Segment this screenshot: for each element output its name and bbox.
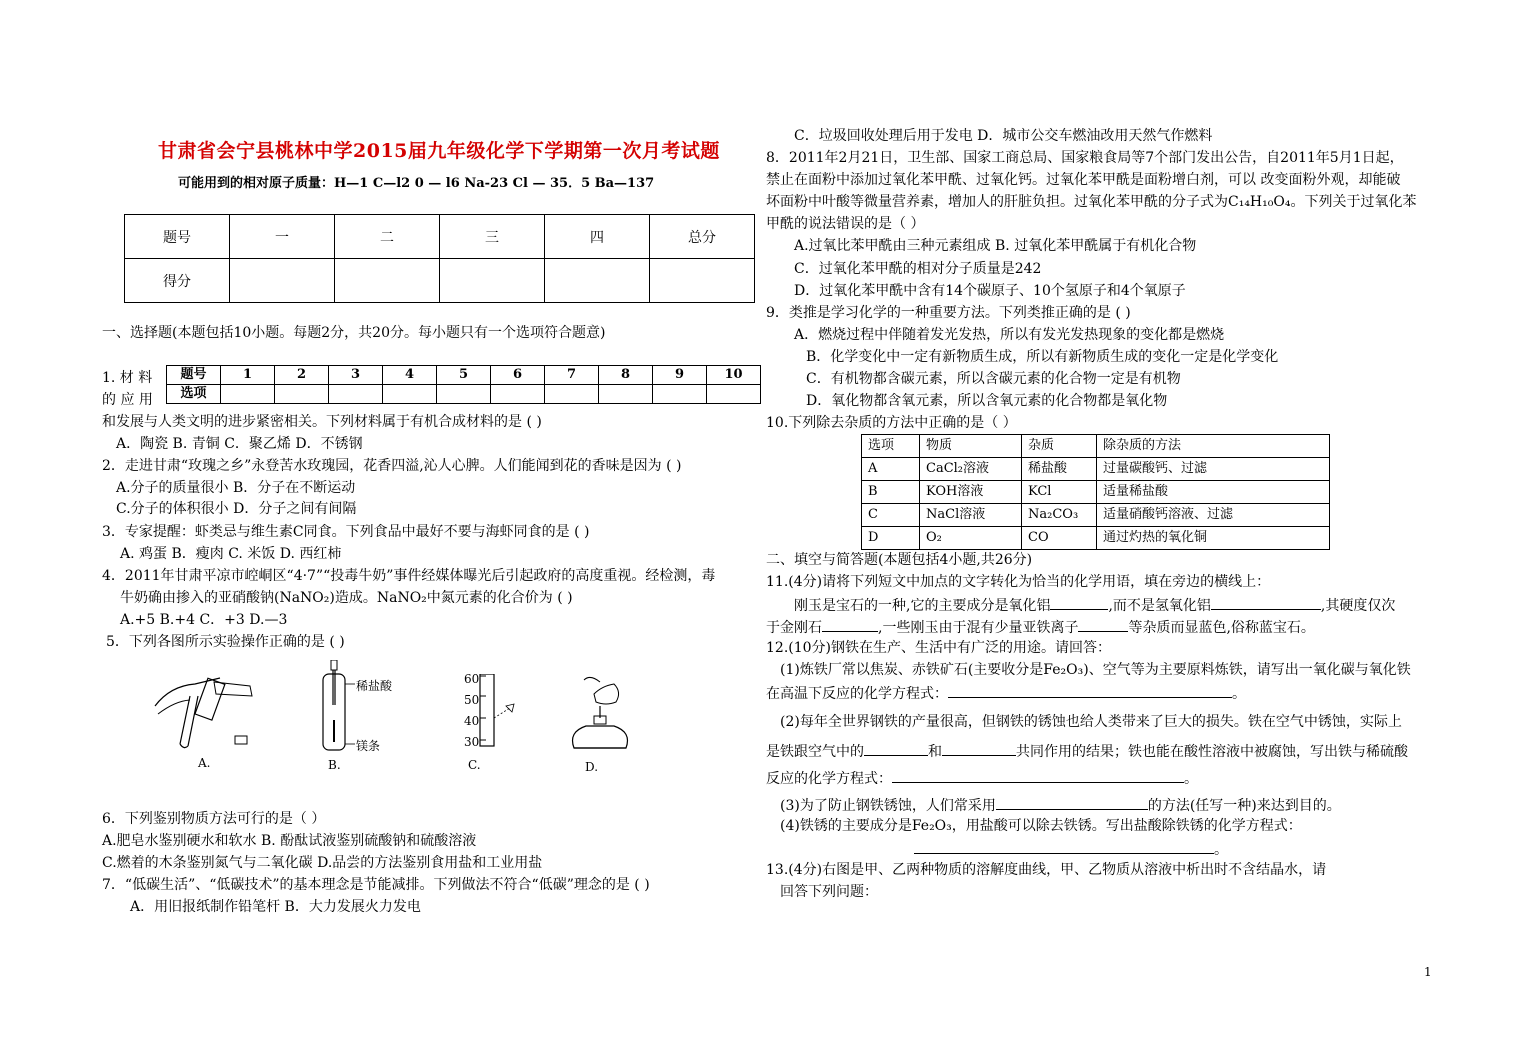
answer-blank[interactable] xyxy=(996,795,1148,810)
table-cell: 适量稀盐酸 xyxy=(1097,481,1330,504)
score-input[interactable] xyxy=(545,259,650,303)
impurity-removal-table xyxy=(861,434,1330,550)
answer-cell: 3 xyxy=(329,366,383,385)
table-cell: 通过灼热的氧化铜 xyxy=(1097,527,1330,550)
score-input[interactable] xyxy=(650,259,755,303)
q12-line xyxy=(780,795,1341,815)
q3-options: A. 鸡蛋 B．瘦肉 C. 米饭 D. 西红柿 xyxy=(120,546,342,562)
section1-heading: 一、选择题(本题包括10小题。每题2分，共20分。每小题只有一个选项符合题意) xyxy=(102,325,606,341)
answer-cell: 2 xyxy=(275,366,329,385)
q2-options: A.分子的质量很小 B．分子在不断运动 xyxy=(116,480,356,496)
answer-input[interactable] xyxy=(275,385,329,404)
q3-text: 3．专家提醒：虾类忌与维生素C同食。下列食品中最好不要与海虾同食的是 ( ) xyxy=(102,524,590,540)
q11-text: ,一些刚玉由于混有少量亚铁离子 xyxy=(878,620,1079,636)
answer-blank[interactable] xyxy=(914,839,1214,854)
q6-options: C.燃着的木条鉴别氮气与二氧化碳 D.品尝的方法鉴别食用盐和工业用盐 xyxy=(102,855,543,871)
q12-line xyxy=(914,839,1228,859)
answer-input[interactable] xyxy=(599,385,653,404)
q13-text: 13.(4分)右图是甲、乙两种物质的溶解度曲线，甲、乙物质从溶液中析出时不含结晶水，请 xyxy=(766,862,1327,878)
answer-table xyxy=(166,365,761,404)
score-cell: 题号 xyxy=(125,215,230,259)
answer-cell: 4 xyxy=(383,366,437,385)
table-cell: KOH溶液 xyxy=(920,481,1022,504)
cylinder-tick: 50 xyxy=(464,693,480,707)
q2-options: C.分子的体积很小 D．分子之间有间隔 xyxy=(116,501,357,517)
table-cell: A xyxy=(862,458,920,481)
q4-text: 牛奶确由掺入的亚硝酸钠(NaNO₂)造成。NaNO₂中氮元素的化合价为 ( ) xyxy=(120,590,573,606)
q11-text: ,其硬度仅次 xyxy=(1320,598,1396,614)
answer-input[interactable] xyxy=(329,385,383,404)
score-cell: 三 xyxy=(440,215,545,259)
q6-text: 6．下列鉴别物质方法可行的是（ ） xyxy=(102,811,326,827)
table-cell: CaCl₂溶液 xyxy=(920,458,1022,481)
answer-blank[interactable] xyxy=(942,741,1016,756)
table-row xyxy=(862,481,1330,504)
answer-cell: 10 xyxy=(707,366,761,385)
q12-line xyxy=(766,741,1408,761)
answer-cell: 9 xyxy=(653,366,707,385)
answer-blank[interactable] xyxy=(1050,595,1108,610)
answer-input[interactable] xyxy=(491,385,545,404)
q7-options: A．用旧报纸制作铅笔杆 B．大力发展火力发电 xyxy=(130,899,421,915)
page-number: 1 xyxy=(1424,965,1432,979)
table-cell: 适量硝酸钙溶液、过滤 xyxy=(1097,504,1330,527)
figure-a-pouring xyxy=(150,656,260,752)
q11-text: 等杂质而显蓝色,俗称蓝宝石。 xyxy=(1128,620,1315,636)
q12-text: 。 xyxy=(1184,771,1198,787)
q1-options: A．陶瓷 B. 青铜 C．聚乙烯 D．不锈钢 xyxy=(116,436,363,452)
q11-text: 刚玉是宝石的一种,它的主要成分是氧化铝 xyxy=(794,598,1051,614)
atomic-masses: 可能用到的相对原子质量：H—1 C—l2 0 — l6 Na-23 Cl — 35．5 Ba—137 xyxy=(178,176,655,191)
q12-line xyxy=(766,683,1246,703)
score-input[interactable] xyxy=(440,259,545,303)
q1-text: 1. 材 料 xyxy=(102,370,153,386)
answer-input[interactable] xyxy=(707,385,761,404)
answer-input[interactable] xyxy=(221,385,275,404)
q12-text: 。 xyxy=(1232,686,1246,702)
answer-input[interactable] xyxy=(545,385,599,404)
answer-cell: 6 xyxy=(491,366,545,385)
score-cell: 一 xyxy=(230,215,335,259)
table-header-cell: 除杂质的方法 xyxy=(1097,435,1330,458)
table-row xyxy=(862,527,1330,550)
answer-input[interactable] xyxy=(383,385,437,404)
table-cell: Na₂CO₃ xyxy=(1022,504,1097,527)
table-row xyxy=(862,504,1330,527)
q7-text: 7．“低碳生活”、“低碳技术”的基本理念是节能减排。下列做法不符合“低碳”理念的是 ( ) xyxy=(102,877,650,893)
figure-d-alcohol-lamp xyxy=(560,672,640,758)
score-cell: 得分 xyxy=(125,259,230,303)
answer-blank[interactable] xyxy=(892,768,1184,783)
score-cell: 二 xyxy=(335,215,440,259)
q9-text: 9．类推是学习化学的一种重要方法。下列类推正确的是 ( ) xyxy=(766,305,1131,321)
q8-options: A.过氧比苯甲酰由三种元素组成 B. 过氧化苯甲酰属于有机化合物 xyxy=(794,238,1197,254)
table-header-cell: 选项 xyxy=(862,435,920,458)
q12-text: (3)为了防止钢铁锈蚀，人们常采用 xyxy=(780,798,996,814)
q12-text: 共同作用的结果；铁也能在酸性溶液中被腐蚀，写出铁与稀硫酸 xyxy=(1016,744,1408,760)
table-cell: CO xyxy=(1022,527,1097,550)
q12-text: (2)每年全世界钢铁的产量很高，但钢铁的锈蚀也给人类带来了巨大的损失。铁在空气中锈蚀，实际上 xyxy=(780,714,1402,730)
q13-text: 回答下列问题： xyxy=(780,884,878,900)
q12-text: 12.(10分)钢铁在生产、生活中有广泛的用途。请回答： xyxy=(766,640,1112,656)
figure-b-label: 稀盐酸 xyxy=(356,679,393,693)
table-cell: B xyxy=(862,481,920,504)
figure-label: D. xyxy=(585,760,599,774)
answer-cell: 1 xyxy=(221,366,275,385)
q9-options: A．燃烧过程中伴随着发光发热，所以有发光发热现象的变化都是燃烧 xyxy=(794,327,1225,343)
q8-options: C．过氧化苯甲酰的相对分子质量是242 xyxy=(794,261,1042,277)
q10-text: 10.下列除去杂质的方法中正确的是（ ） xyxy=(766,415,1017,431)
q12-text: (1)炼铁厂常以焦炭、赤铁矿石(主要收分是Fe₂O₃)、空气等为主要原料炼铁，请写出一氧化碳与氧化铁 xyxy=(780,662,1411,678)
table-header-cell: 物质 xyxy=(920,435,1022,458)
table-cell: 稀盐酸 xyxy=(1022,458,1097,481)
answer-cell: 8 xyxy=(599,366,653,385)
q12-text: 。 xyxy=(1214,842,1228,858)
q8-options: D．过氧化苯甲酰中含有14个碳原子、10个氢原子和4个氧原子 xyxy=(794,283,1186,299)
q8-text: 禁止在面粉中添加过氧化苯甲酰、过氧化钙。过氧化苯甲酰是面粉增白剂，可以 改变面粉外观，却能破 xyxy=(766,172,1401,188)
cylinder-tick: 60 xyxy=(464,672,480,686)
cylinder-tick: 30 xyxy=(464,735,480,749)
q1-text: 和发展与人类文明的进步紧密相关。下列材料属于有机合成材料的是 ( ) xyxy=(102,414,542,430)
cylinder-tick: 40 xyxy=(464,714,480,728)
q11-line xyxy=(766,617,1315,637)
q12-text: 是铁跟空气中的 xyxy=(766,744,864,760)
q2-text: 2．走进甘肃“玫瑰之乡”永登苦水玫瑰园，花香四溢,沁人心脾。人们能闻到花的香味是因为 ( ) xyxy=(102,458,682,474)
q8-text: 甲酰的说法错误的是（ ） xyxy=(766,216,925,232)
q11-text: 11.(4分)请将下列短文中加点的文字转化为恰当的化学用语，填在旁边的横线上： xyxy=(766,574,1271,590)
table-cell: 过量碳酸钙、过滤 xyxy=(1097,458,1330,481)
q4-text: 4．2011年甘肃平凉市崆峒区“4·7”“投毒牛奶”事件经媒体曝光后引起政府的高度重视。经检测，毒 xyxy=(102,568,716,584)
score-cell: 四 xyxy=(545,215,650,259)
q8-text: 坏面粉中叶酸等微量营养素，增加人的肝脏负担。过氧化苯甲酰的分子式为C₁₄H₁₀O₄。下列关于过氧化苯 xyxy=(766,194,1417,210)
q9-options: B．化学变化中一定有新物质生成，所以有新物质生成的变化一定是化学变化 xyxy=(806,349,1279,365)
q9-options: C．有机物都含碳元素，所以含碳元素的化合物一定是有机物 xyxy=(806,371,1181,387)
q4-options: A.+5 B.+4 C．+3 D.—3 xyxy=(120,612,288,628)
table-row xyxy=(862,458,1330,481)
figure-label: B. xyxy=(328,758,341,772)
answer-cell: 题号 xyxy=(167,366,221,385)
q12-text: (4)铁锈的主要成分是Fe₂O₃，用盐酸可以除去铁锈。写出盐酸除铁锈的化学方程式： xyxy=(780,818,1302,834)
answer-input[interactable] xyxy=(653,385,707,404)
q12-text: 和 xyxy=(928,744,942,760)
table-header-cell: 杂质 xyxy=(1022,435,1097,458)
score-table xyxy=(124,214,755,303)
figure-label: A. xyxy=(198,756,211,770)
q9-options: D．氧化物都含氧元素，所以含氧元素的化合物都是氧化物 xyxy=(806,393,1168,409)
q11-text: 于金刚石 xyxy=(766,620,822,636)
q7-options: C．垃圾回收处理后用于发电 D．城市公交车燃油改用天然气作燃料 xyxy=(794,128,1213,144)
answer-blank[interactable] xyxy=(822,617,878,632)
table-cell: O₂ xyxy=(920,527,1022,550)
table-cell: C xyxy=(862,504,920,527)
section2-heading: 二、填空与简答题(本题包括4小题,共26分) xyxy=(766,552,1033,568)
table-cell: NaCl溶液 xyxy=(920,504,1022,527)
q5-text: 5．下列各图所示实验操作正确的是 ( ) xyxy=(106,634,345,650)
q8-text: 8．2011年2月21日，卫生部、国家工商总局、国家粮食局等7个部门发出公告，自2011年5月1日起， xyxy=(766,150,1404,166)
answer-blank[interactable] xyxy=(1211,595,1321,610)
figure-b-label: 镁条 xyxy=(356,739,381,753)
q12-text: 的方法(任写一种)来达到目的。 xyxy=(1147,798,1341,814)
q12-line xyxy=(766,768,1198,788)
answer-input[interactable] xyxy=(437,385,491,404)
q6-options: A.肥皂水鉴别硬水和软水 B. 酚酞试液鉴别硫酸钠和硫酸溶液 xyxy=(102,833,477,849)
table-cell: KCl xyxy=(1022,481,1097,504)
answer-blank[interactable] xyxy=(864,741,928,756)
answer-blank[interactable] xyxy=(948,683,1232,698)
score-input[interactable] xyxy=(335,259,440,303)
q12-text: 反应的化学方程式： xyxy=(766,771,892,787)
answer-cell: 7 xyxy=(545,366,599,385)
q1-text: 的 应 用 xyxy=(102,392,153,408)
q11-line xyxy=(794,595,1395,615)
page-title: 甘肃省会宁县桃林中学2015届九年级化学下学期第一次月考试题 xyxy=(158,140,720,162)
score-cell: 总分 xyxy=(650,215,755,259)
score-input[interactable] xyxy=(230,259,335,303)
answer-cell: 5 xyxy=(437,366,491,385)
q11-text: ,而不是氢氧化铝 xyxy=(1108,598,1211,614)
table-cell: D xyxy=(862,527,920,550)
figure-label: C. xyxy=(468,758,481,772)
answer-cell: 选项 xyxy=(167,385,221,404)
answer-blank[interactable] xyxy=(1078,617,1128,632)
q12-text: 在高温下反应的化学方程式： xyxy=(766,686,948,702)
